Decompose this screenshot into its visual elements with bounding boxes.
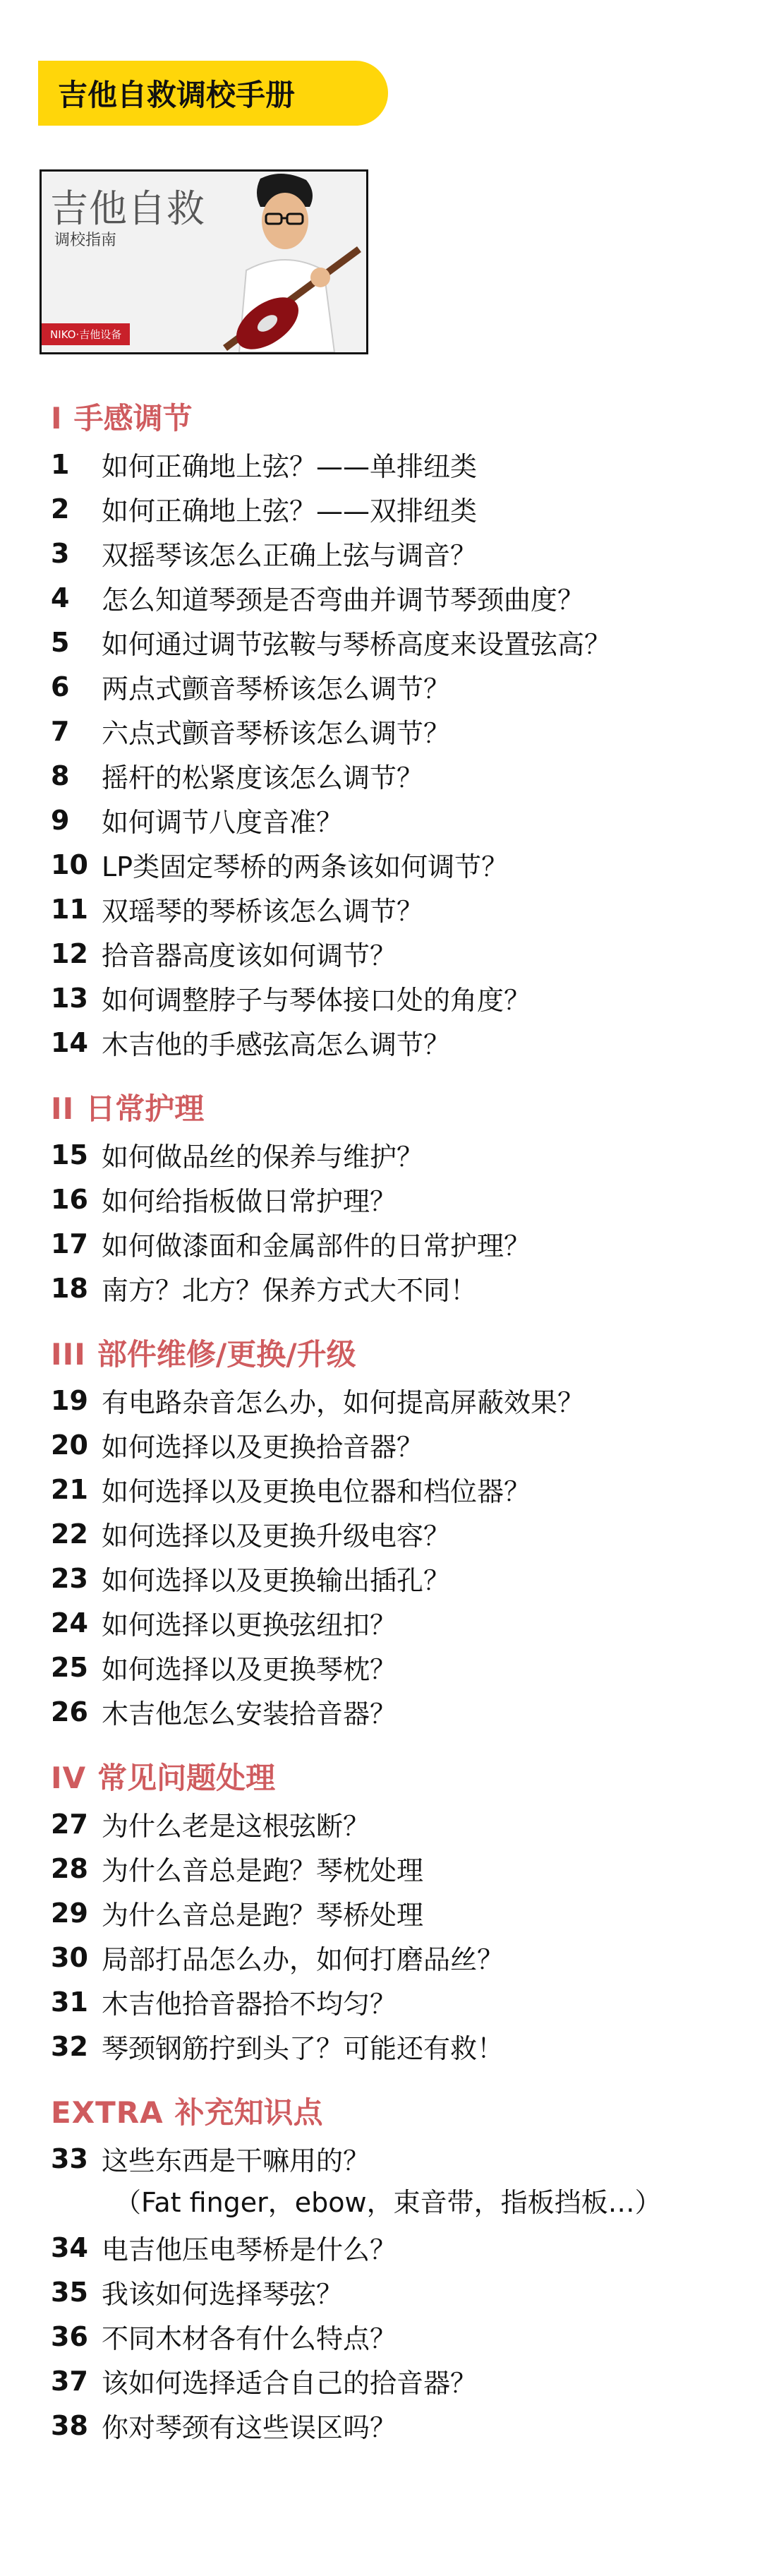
item-title: 为什么音总是跑？琴枕处理 [102,1855,424,1886]
item-title: 如何正确地上弦？——单排纽类 [102,451,478,482]
section-numeral: EXTRA [51,2095,164,2130]
item-number: 28 [51,1852,88,1884]
item-number: 18 [51,1272,88,1304]
list-item [51,486,749,531]
item-number: 30 [51,1941,88,1973]
list-item [51,2403,749,2448]
list-item [51,931,749,976]
item-title: 双瑶琴的琴桥该怎么调节？ [102,896,424,927]
item-number: 29 [51,1897,88,1929]
cover-title: 吉他自救 [50,186,205,231]
item-number: 2 [51,493,70,525]
item-title: 双摇琴该怎么正确上弦与调音？ [102,540,478,571]
item-title: LP类固定琴桥的两条该如何调节？ [102,851,509,882]
section-3 [51,1331,749,1734]
section-heading [51,1331,749,1378]
item-title: 木吉他怎么安装拾音器？ [102,1699,397,1730]
item-number: 6 [51,671,70,702]
list-item [51,1802,749,1846]
item-number: 36 [51,2320,88,2352]
section-heading [51,1755,749,1802]
item-number: 14 [51,1026,88,1058]
item-number: 33 [51,2143,88,2174]
item-title: 局部打品怎么办，如何打磨品丝？ [102,1944,504,1975]
item-number: 11 [51,893,88,925]
item-number: 35 [51,2276,88,2308]
item-number: 23 [51,1562,88,1594]
item-number: 17 [51,1228,88,1259]
list-item [51,2225,749,2270]
section-numeral: III [51,1337,86,1372]
section-numeral: I [51,401,63,436]
item-title: 如何正确地上弦？——双排纽类 [102,496,478,527]
item-title: 如何选择以及更换电位器和档位器？ [102,1476,531,1507]
cover-subtitle: 调校指南 [54,232,117,249]
item-number: 1 [51,448,70,480]
section-heading [51,1086,749,1132]
list-item [51,842,749,887]
item-number: 7 [51,715,70,747]
list-item [51,2270,749,2314]
item-number: 34 [51,2231,88,2263]
item-number: 25 [51,1651,88,1683]
list-item [51,531,749,575]
item-subtitle: （Fat finger，ebow，束音带，指板挡板…） [114,2187,662,2218]
list-item [51,1177,749,1221]
item-title: 怎么知道琴颈是否弯曲并调节琴颈曲度？ [102,585,585,616]
section-title: 手感调节 [73,401,193,436]
item-title: 木吉他的手感弦高怎么调节？ [102,1029,451,1060]
item-number: 10 [51,849,88,880]
item-title: 如何通过调节弦鞍与琴桥高度来设置弦高？ [102,629,612,660]
item-number: 24 [51,1607,88,1639]
item-number: 37 [51,2365,88,2397]
section-2 [51,1086,749,1310]
item-title: 如何做漆面和金属部件的日常护理？ [102,1230,531,1262]
item-title: 如何选择以及更换升级电容？ [102,1521,451,1552]
list-item [51,1891,749,1935]
section-4 [51,1755,749,2068]
item-number: 19 [51,1384,88,1416]
list-item [51,1645,749,1689]
item-number: 32 [51,2030,88,2062]
list-item [51,1979,749,2024]
item-number: 4 [51,582,70,613]
section-title: 常见问题处理 [97,1761,276,1795]
item-number: 3 [51,537,70,569]
item-title: 我该如何选择琴弦？ [102,2279,344,2310]
list-item [51,1221,749,1266]
item-number: 9 [51,804,70,836]
item-number: 27 [51,1808,88,1840]
section-title: 部件维修/更换/升级 [97,1337,356,1372]
item-number: 16 [51,1183,88,1215]
item-title: 六点式颤音琴桥该怎么调节？ [102,718,451,749]
list-item [51,620,749,664]
item-title: 不同木材各有什么特点？ [102,2323,397,2354]
list-item [51,1266,749,1310]
list-item [51,2359,749,2403]
list-item [51,798,749,842]
item-number: 31 [51,1986,88,2018]
item-title: 为什么老是这根弦断？ [102,1811,370,1842]
item-title: 你对琴颈有这些误区吗？ [102,2412,397,2443]
item-title: 该如何选择适合自己的拾音器？ [102,2368,478,2399]
item-title: 如何选择以更换弦纽扣？ [102,1610,397,1641]
list-item [51,2314,749,2359]
item-title: 如何调节八度音准？ [102,807,344,838]
section-heading [51,395,749,442]
item-title: 如何给指板做日常护理？ [102,1186,397,1217]
item-title: 如何选择以及更换输出插孔？ [102,1565,451,1596]
list-item [51,1422,749,1467]
section-numeral: IV [51,1761,87,1795]
title-badge [38,61,388,126]
item-title: 为什么音总是跑？琴桥处理 [102,1900,424,1931]
section-title: 日常护理 [85,1091,205,1126]
item-title: 如何选择以及更换拾音器？ [102,1432,424,1463]
list-item [51,1935,749,1979]
item-number: 15 [51,1139,88,1170]
list-item [51,1689,749,1734]
cover-tag: NIKO·吉他设备 [42,323,130,345]
item-number: 38 [51,2409,88,2441]
item-title: 拾音器高度该如何调节？ [102,940,397,971]
item-title: 如何做品丝的保养与维护？ [102,1142,424,1173]
list-item [51,1020,749,1065]
section-heading [51,2090,749,2136]
item-title: 这些东西是干嘛用的？ [102,2145,370,2176]
list-item [51,887,749,931]
list-item [51,664,749,709]
item-number: 13 [51,982,88,1014]
item-title: 电吉他压电琴桥是什么？ [102,2234,397,2265]
list-item [51,442,749,486]
item-title: 木吉他拾音器拾不均匀？ [102,1989,397,2020]
list-item [51,2024,749,2068]
table-of-contents [51,395,749,2469]
list-item [51,1600,749,1645]
list-item [51,575,749,620]
item-title: 琴颈钢筋拧到头了？可能还有救！ [102,2033,504,2064]
section-1 [51,395,749,1065]
item-number: 22 [51,1518,88,1550]
list-item [51,2136,749,2181]
page-title: 吉他自救调校手册 [58,78,296,112]
list-item [51,1467,749,1511]
list-item [51,1846,749,1891]
item-number: 8 [51,760,70,791]
section-title: 补充知识点 [174,2095,323,2130]
list-item [51,1378,749,1422]
cover-image [40,169,368,354]
item-title: 如何调整脖子与琴体接口处的角度？ [102,985,531,1016]
list-item [51,709,749,753]
item-title: 有电路杂音怎么办，如何提高屏蔽效果？ [102,1387,585,1418]
list-item [51,753,749,798]
section-numeral: II [51,1091,75,1126]
item-number: 5 [51,626,70,658]
item-number: 12 [51,937,88,969]
list-item [51,1511,749,1556]
item-title: 两点式颤音琴桥该怎么调节？ [102,673,451,705]
item-number: 21 [51,1473,88,1505]
guitarist-photo [183,172,366,352]
list-item [51,976,749,1020]
item-number: 26 [51,1696,88,1727]
list-item [51,1556,749,1600]
item-title: 南方？北方？保养方式大不同！ [102,1275,478,1306]
section-extra [51,2090,749,2448]
list-item [51,1132,749,1177]
item-title: 如何选择以及更换琴枕？ [102,1654,397,1685]
item-title: 摇杆的松紧度该怎么调节？ [102,762,424,793]
item-number: 20 [51,1429,88,1461]
